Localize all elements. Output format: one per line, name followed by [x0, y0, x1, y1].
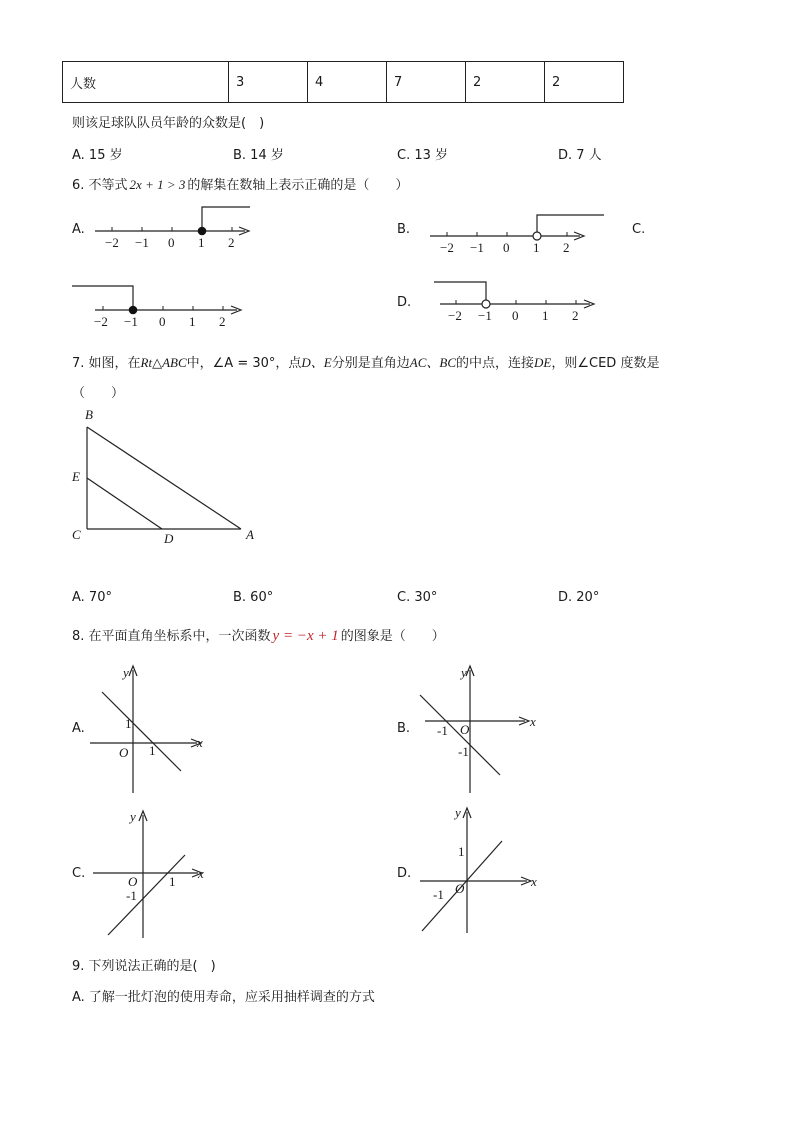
open-dot	[482, 300, 490, 308]
tick-label: −1	[478, 308, 492, 323]
q7-text: ，则∠CED 度数是	[551, 356, 660, 371]
tick-label: −1	[124, 314, 138, 329]
graph-c	[90, 805, 220, 940]
graph-b	[415, 660, 545, 795]
q7-math: Rt△ABC	[140, 355, 187, 370]
q8-formula: y = −x + 1	[272, 628, 339, 644]
number-line-d	[432, 280, 602, 325]
origin-label: O	[119, 745, 129, 760]
q8-suffix: 的图象是（ ）	[340, 629, 445, 644]
table-cell: 7	[387, 62, 466, 103]
origin-label: O	[128, 874, 138, 889]
tick-label: 2	[572, 308, 579, 323]
question-5-stem: 则该足球队队员年龄的众数是( )	[72, 116, 265, 131]
q6-option-d-letter: D.	[397, 295, 412, 310]
table-cell: 2	[466, 62, 545, 103]
q7-option-a: A. 70°	[72, 590, 112, 605]
number-line-a	[95, 205, 255, 250]
tick-label: 0	[503, 240, 510, 255]
number-line-b	[430, 210, 610, 255]
tick-label: 2	[219, 314, 226, 329]
tick-label: −2	[94, 314, 108, 329]
tick-label: −2	[105, 235, 119, 250]
intercept-label: 1	[169, 874, 176, 889]
q7-option-b: B. 60°	[233, 590, 274, 605]
tick-label: 1	[189, 314, 196, 329]
closed-dot	[198, 227, 207, 236]
tick-label: 1	[533, 240, 540, 255]
tick-label: 2	[228, 235, 235, 250]
tick-label: 0	[168, 235, 175, 250]
vertex-label-b: B	[85, 407, 93, 422]
number-line-c	[72, 284, 252, 329]
q6-prefix: 6. 不等式	[72, 178, 128, 193]
axis-label-y: y	[123, 665, 129, 680]
vertex-label-e: E	[72, 469, 80, 484]
axis-label-y: y	[455, 805, 461, 820]
q5-option-b: B. 14 岁	[233, 148, 284, 163]
table-cell: 2	[545, 62, 624, 103]
q7-math: AC、BC	[409, 355, 456, 370]
q6-formula: 2x + 1 > 3	[129, 177, 186, 192]
graph-a	[85, 660, 215, 795]
intercept-label: 1	[458, 844, 465, 859]
q8-option-d-letter: D.	[397, 866, 412, 881]
axis-label-x: x	[530, 714, 536, 729]
q7-option-c: C. 30°	[397, 590, 438, 605]
q7-text: 分别是直角边	[331, 356, 410, 371]
vertex-label-a: A	[246, 527, 254, 542]
origin-label: O	[455, 881, 465, 896]
q8-prefix: 8. 在平面直角坐标系中，一次函数	[72, 629, 271, 644]
tick-label: −1	[135, 235, 149, 250]
table-row-label: 人数	[63, 62, 229, 103]
closed-dot	[129, 306, 138, 315]
axis-label-x: x	[197, 735, 203, 750]
table-cell: 4	[308, 62, 387, 103]
q5-option-a: A. 15 岁	[72, 148, 123, 163]
graph-d	[415, 800, 545, 935]
q6-option-b-letter: B.	[397, 222, 411, 237]
question-9-stem: 9. 下列说法正确的是( )	[72, 959, 216, 974]
origin-label: O	[460, 722, 470, 737]
tick-label: −1	[470, 240, 484, 255]
axis-label-y: y	[461, 665, 467, 680]
tick-label: 1	[198, 235, 205, 250]
q7-option-d: D. 20°	[558, 590, 600, 605]
q5-option-c: C. 13 岁	[397, 148, 449, 163]
intercept-label: 1	[149, 743, 156, 758]
tick-label: 2	[563, 240, 570, 255]
tick-label: 0	[512, 308, 519, 323]
triangle-figure	[70, 405, 270, 550]
intercept-label: -1	[458, 744, 469, 759]
tick-label: 1	[542, 308, 549, 323]
axis-label-y: y	[130, 809, 136, 824]
intercept-label: -1	[433, 887, 444, 902]
tick-label: −2	[448, 308, 462, 323]
age-count-table	[62, 61, 624, 103]
q7-text: 7. 如图，在	[72, 356, 141, 371]
q6-option-c-letter: C.	[632, 222, 646, 237]
table-cell: 3	[229, 62, 308, 103]
question-6-stem	[72, 174, 408, 193]
intercept-label: 1	[125, 716, 132, 731]
q8-option-a-letter: A.	[72, 721, 85, 736]
axis-label-x: x	[531, 874, 537, 889]
q5-option-d: D. 7 人	[558, 148, 602, 163]
q7-text: 中，∠A = 30°，点	[186, 356, 302, 371]
intercept-label: -1	[126, 888, 137, 903]
question-7-stem	[72, 352, 659, 371]
q6-option-a-letter: A.	[72, 222, 85, 237]
question-8-stem	[72, 625, 445, 645]
vertex-label-d: D	[164, 531, 174, 546]
q8-option-b-letter: B.	[397, 721, 411, 736]
question-7-paren: （ ）	[72, 386, 125, 401]
q7-math: D、E	[301, 355, 332, 370]
intercept-label: -1	[437, 723, 448, 738]
q7-text: 的中点，连接	[456, 356, 535, 371]
q9-option-a: A. 了解一批灯泡的使用寿命，应采用抽样调查的方式	[72, 990, 375, 1005]
vertex-label-c: C	[72, 527, 81, 542]
tick-label: −2	[440, 240, 454, 255]
q7-math: DE	[534, 355, 552, 370]
tick-label: 0	[159, 314, 166, 329]
table-row	[63, 62, 624, 103]
q6-suffix: 的解集在数轴上表示正确的是（ ）	[187, 178, 409, 193]
open-dot	[533, 232, 541, 240]
axis-label-x: x	[198, 866, 204, 881]
q8-option-c-letter: C.	[72, 866, 86, 881]
